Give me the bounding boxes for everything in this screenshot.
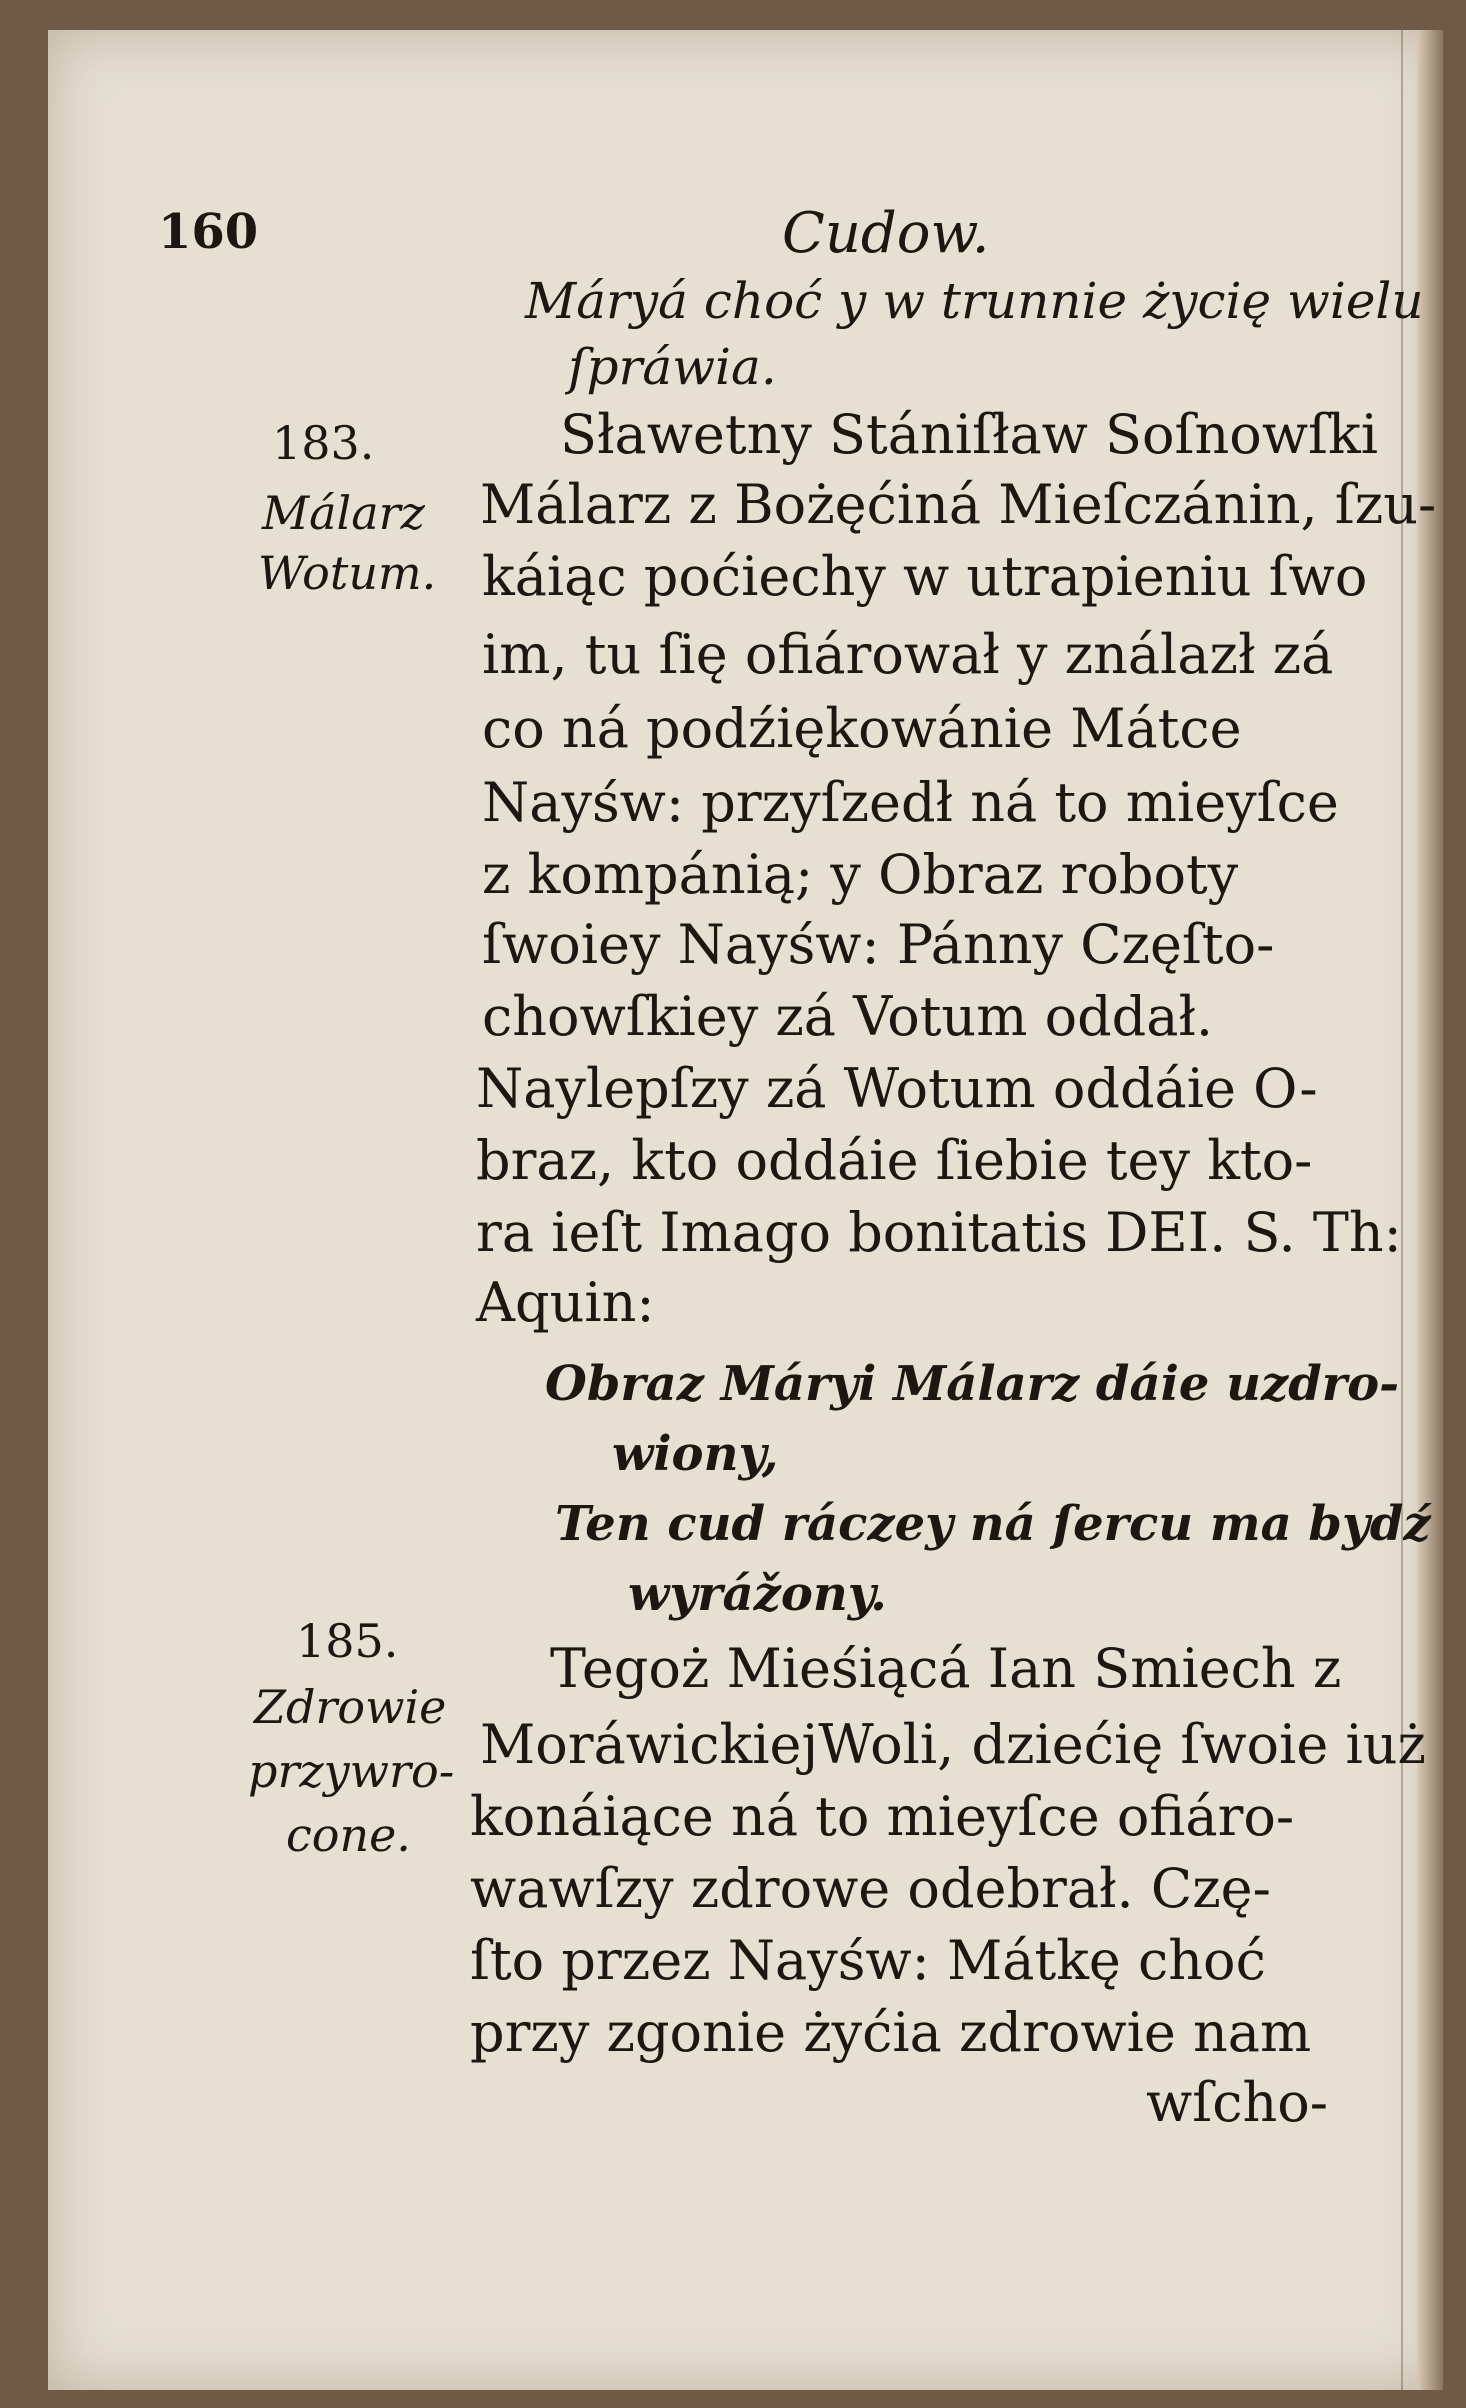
text-line: konáiące ná to mieyſce ofiáro- <box>470 1785 1295 1848</box>
catchword: wſcho- <box>1146 2071 1328 2134</box>
text-line: Naylepſzy zá Wotum oddáie O- <box>476 1057 1318 1120</box>
text-line: im, tu ſię ofiárował y ználazł zá <box>482 623 1334 686</box>
verse-line: Obraz Máryi Málarz dáie uzdro- <box>545 1356 1400 1412</box>
text-line: Nayśw: przyſzedł ná to mieyſce <box>482 771 1339 834</box>
verse-line: wiony, <box>612 1426 779 1482</box>
margin-note-line: cone. <box>286 1808 411 1862</box>
margin-number-185: 185. <box>296 1614 399 1668</box>
text-line: braz, kto oddáie ſiebie tey kto- <box>476 1129 1313 1192</box>
margin-note-line: Málarz <box>262 486 425 540</box>
text-line: MoráwickiejWoli, dziećię ſwoie iuż <box>480 1713 1426 1776</box>
text-line: Máryá choć y w trunnie życię wielu <box>525 272 1424 330</box>
page-number: 160 <box>158 204 259 260</box>
text-line: wawſzy zdrowe odebrał. Czę- <box>470 1857 1271 1920</box>
text-line: przy zgonie żyćia zdrowie nam <box>470 2001 1312 2064</box>
margin-number-183: 183. <box>272 416 375 470</box>
text-line: ra ieſt Imago bonitatis DEI. S. Th: <box>476 1201 1402 1264</box>
text-line: z kompánią; y Obraz roboty <box>482 843 1239 906</box>
verse-line: Ten cud ráczey ná ſercu ma bydź <box>555 1496 1431 1552</box>
text-line: Sławetny Stániſław Soſnowſki <box>560 403 1379 466</box>
text-line: Tegoż Mieśiącá Ian Smiech z <box>550 1637 1342 1700</box>
text-line: káiąc poćiechy w utrapieniu ſwo <box>482 545 1368 608</box>
text-line: ſto przez Nayśw: Mátkę choć <box>470 1929 1266 1992</box>
text-line: Málarz z Bożęćiná Mieſczánin, ſzu- <box>480 473 1437 536</box>
text-line: chowſkiey zá Votum oddał. <box>482 985 1214 1048</box>
text-line: ſpráwia. <box>568 338 777 396</box>
page-gutter <box>1417 30 1443 2390</box>
text-line: Aquin: <box>476 1271 655 1334</box>
margin-note-line: Zdrowie <box>254 1680 447 1734</box>
text-line: ſwoiey Nayśw: Pánny Częſto- <box>482 913 1275 976</box>
text-line: co ná podźiękowánie Mátce <box>482 697 1242 760</box>
running-title: Cudow. <box>782 201 990 266</box>
margin-note-line: Wotum. <box>258 546 437 600</box>
verse-line: wyrážony. <box>628 1566 887 1622</box>
margin-note-line: przywro- <box>248 1744 455 1798</box>
